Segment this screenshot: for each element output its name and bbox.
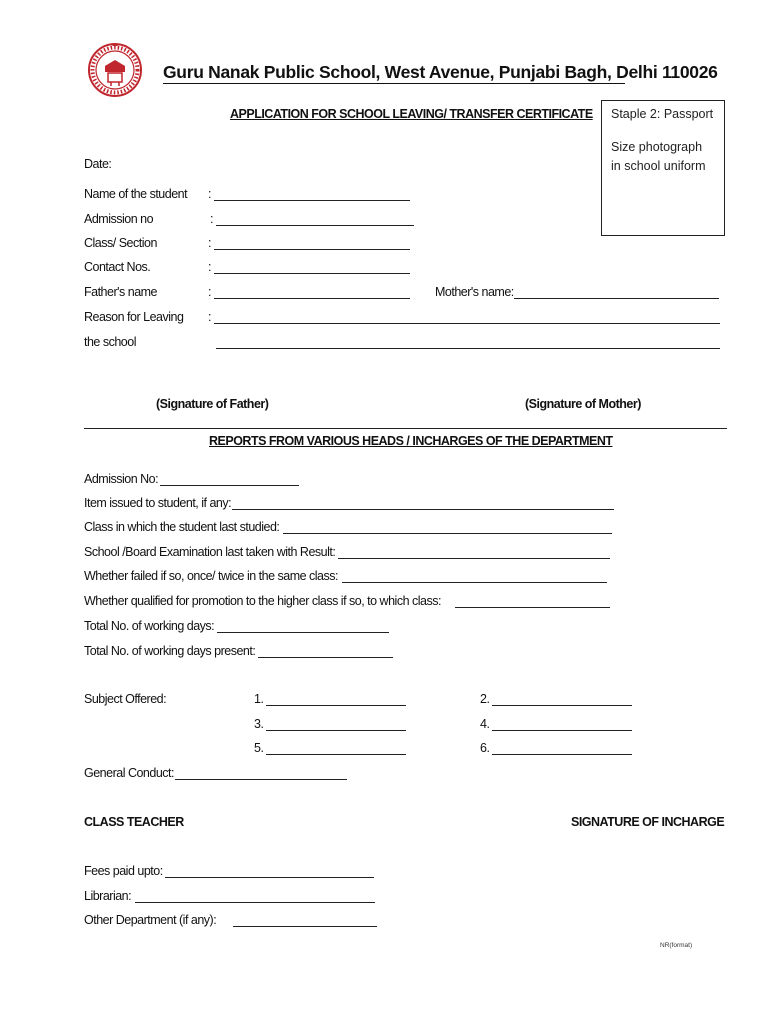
last-class-field[interactable]	[283, 533, 612, 534]
reports-heading: REPORTS FROM VARIOUS HEADS / INCHARGES OF THE DEPARTMENT	[209, 434, 613, 448]
report-admission-no-field[interactable]	[160, 485, 299, 486]
fees-paid-label: Fees paid upto:	[84, 864, 163, 878]
subject-number: 1.	[254, 692, 264, 706]
working-days-label: Total No. of working days:	[84, 619, 215, 633]
fees-paid-field[interactable]	[165, 877, 374, 878]
qualified-label: Whether qualified for promotion to the higher class if so, to which class:	[84, 594, 441, 608]
class-section-field[interactable]	[214, 249, 410, 250]
reason-field-line-1[interactable]	[214, 323, 720, 324]
photo-box-line-1: Staple 2: Passport	[611, 107, 714, 121]
subject-number: 2.	[480, 692, 490, 706]
other-department-label: Other Department (if any):	[84, 913, 217, 927]
item-issued-label: Item issued to student, if any:	[84, 496, 232, 510]
subject-6-field[interactable]	[492, 754, 632, 755]
section-divider	[84, 428, 727, 429]
subject-number: 5.	[254, 741, 264, 755]
admission-no-label: Admission no	[84, 212, 154, 226]
subject-2-field[interactable]	[492, 705, 632, 706]
mother-name-label: Mother's name:	[435, 285, 514, 299]
board-exam-label: School /Board Examination last taken with Result:	[84, 545, 336, 559]
form-title: APPLICATION FOR SCHOOL LEAVING/ TRANSFER CERTIFICATE	[230, 107, 593, 121]
signature-mother-label: (Signature of Mother)	[525, 397, 641, 411]
colon: :	[208, 285, 211, 299]
colon: :	[208, 260, 211, 274]
report-admission-no-label: Admission No:	[84, 472, 159, 486]
father-name-field[interactable]	[214, 298, 410, 299]
colon: :	[208, 187, 211, 201]
failed-field[interactable]	[342, 582, 607, 583]
subject-5-field[interactable]	[266, 754, 406, 755]
days-present-field[interactable]	[258, 657, 393, 658]
subject-number: 6.	[480, 741, 490, 755]
signature-incharge-label: SIGNATURE OF INCHARGE	[571, 815, 725, 829]
qualified-field[interactable]	[455, 607, 610, 608]
librarian-label: Librarian:	[84, 889, 132, 903]
reason-label: Reason for Leaving	[84, 310, 184, 324]
colon: :	[210, 212, 213, 226]
admission-no-field[interactable]	[216, 225, 414, 226]
subject-offered-label: Subject Offered:	[84, 692, 167, 706]
subject-1-field[interactable]	[266, 705, 406, 706]
school-name: Guru Nanak Public School, West Avenue, Punjabi Bagh, Delhi 110026	[163, 62, 718, 82]
general-conduct-field[interactable]	[175, 779, 347, 780]
other-department-field[interactable]	[233, 926, 377, 927]
subject-4-field[interactable]	[492, 730, 632, 731]
student-name-field[interactable]	[214, 200, 410, 201]
mother-name-field[interactable]	[514, 298, 719, 299]
subject-number: 3.	[254, 717, 264, 731]
father-name-label: Father's name	[84, 285, 158, 299]
days-present-label: Total No. of working days present:	[84, 644, 256, 658]
school-logo-icon	[87, 42, 143, 98]
contact-nos-field[interactable]	[214, 273, 410, 274]
reason-label-continued: the school	[84, 335, 136, 349]
date-label: Date:	[84, 157, 112, 171]
class-teacher-label: CLASS TEACHER	[84, 815, 184, 829]
reason-field-line-2[interactable]	[216, 348, 720, 349]
working-days-field[interactable]	[217, 632, 389, 633]
colon: :	[208, 310, 211, 324]
board-exam-field[interactable]	[338, 558, 610, 559]
subject-number: 4.	[480, 717, 490, 731]
student-name-label: Name of the student	[84, 187, 188, 201]
last-class-label: Class in which the student last studied:	[84, 520, 280, 534]
photo-box-line-3: in school uniform	[611, 159, 706, 173]
signature-father-label: (Signature of Father)	[156, 397, 269, 411]
photo-box	[601, 100, 725, 236]
general-conduct-label: General Conduct:	[84, 766, 174, 780]
form-code: NR(format)	[660, 942, 693, 949]
subject-3-field[interactable]	[266, 730, 406, 731]
contact-nos-label: Contact Nos.	[84, 260, 151, 274]
class-section-label: Class/ Section	[84, 236, 157, 250]
failed-label: Whether failed if so, once/ twice in the same class:	[84, 569, 338, 583]
school-name-underline	[163, 83, 625, 84]
colon: :	[208, 236, 211, 250]
item-issued-field[interactable]	[232, 509, 614, 510]
librarian-field[interactable]	[135, 902, 375, 903]
photo-box-line-2: Size photograph	[611, 140, 703, 154]
